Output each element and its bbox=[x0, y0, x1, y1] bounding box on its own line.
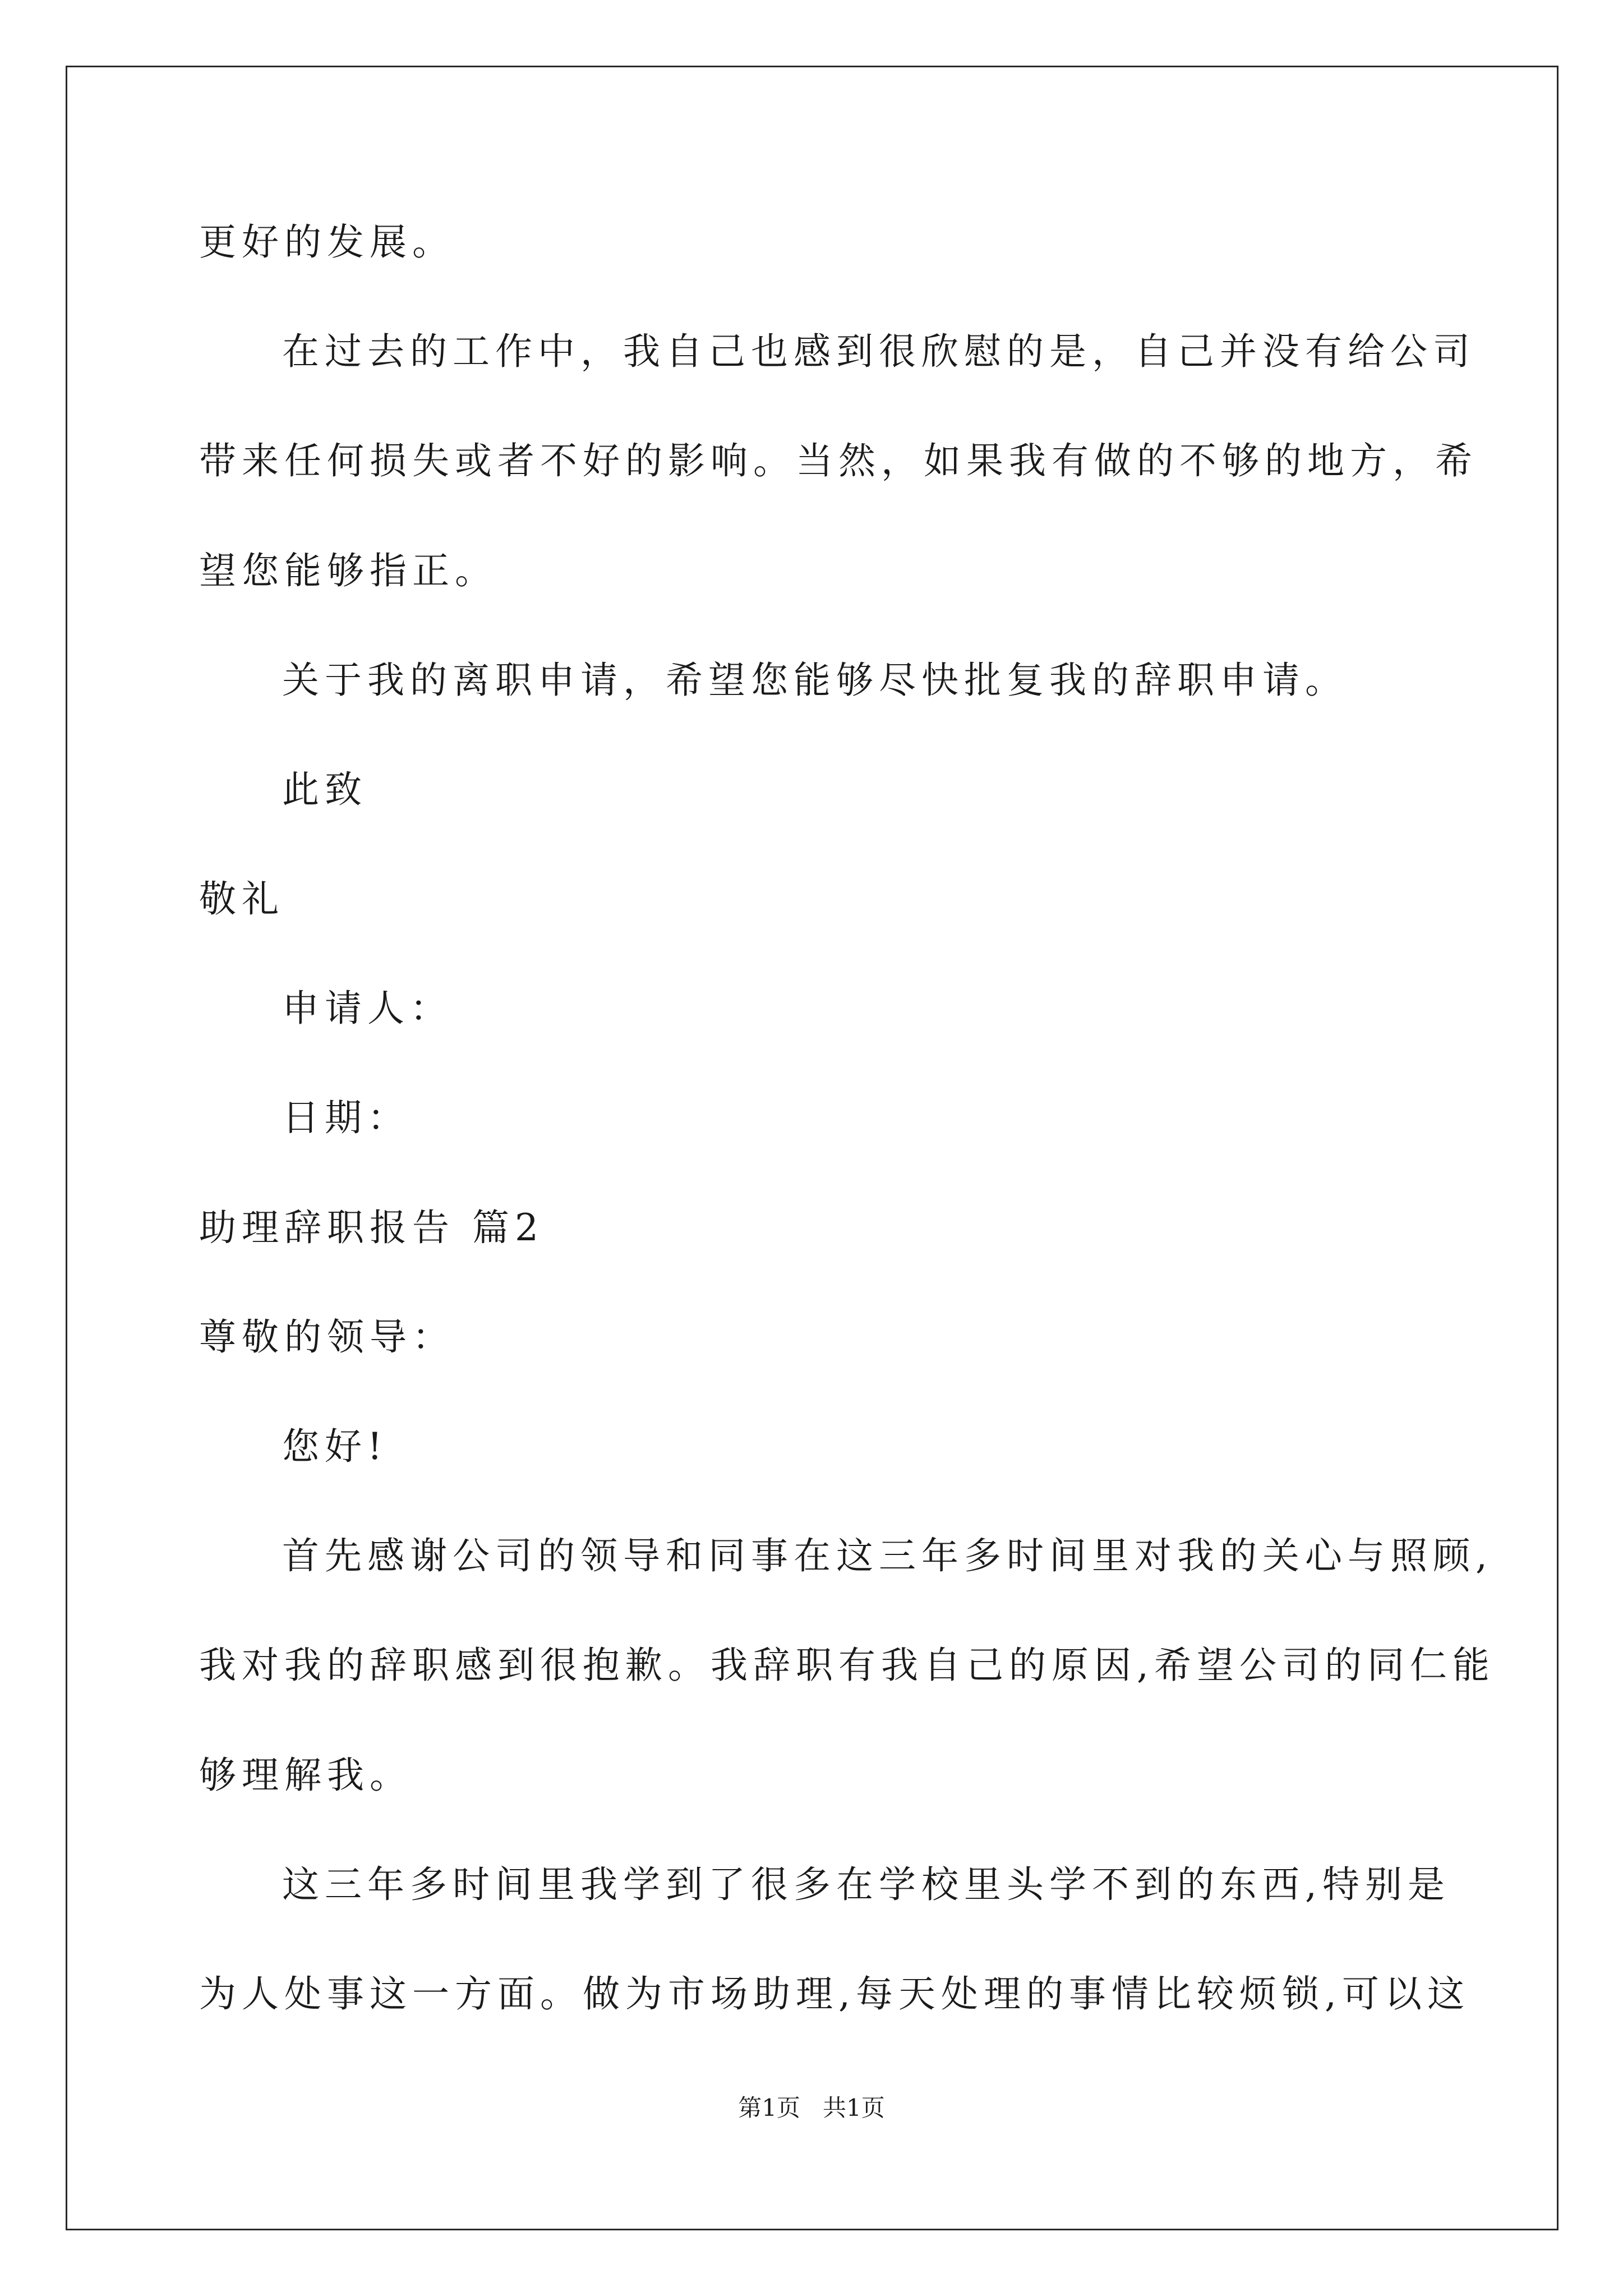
body-line: 望您能够指正。 bbox=[199, 549, 497, 592]
body-line: 关于我的离职申请，希望您能够尽快批复我的辞职申请。 bbox=[282, 659, 1348, 702]
closing-salute: 敬礼 bbox=[199, 877, 284, 921]
body-line: 这三年多时间里我学到了很多在学校里头学不到的东西,特别是 bbox=[282, 1863, 1450, 1906]
body-line: 我对我的辞职感到很抱歉。我辞职有我自己的原因,希望公司的同仁能 bbox=[199, 1644, 1495, 1687]
applicant-label: 申请人： bbox=[282, 987, 453, 1030]
section-heading: 助理辞职报告 篇2 bbox=[199, 1206, 544, 1249]
body-line: 在过去的工作中，我自己也感到很欣慰的是，自己并没有给公司 bbox=[282, 330, 1476, 373]
date-label: 日期： bbox=[282, 1096, 410, 1139]
body-line: 够理解我。 bbox=[199, 1754, 412, 1797]
body-line: 首先感谢公司的领导和同事在这三年多时间里对我的关心与照顾, bbox=[282, 1534, 1493, 1577]
salutation: 尊敬的领导： bbox=[199, 1315, 455, 1359]
page-number: 第1页 共1页 bbox=[738, 2094, 885, 2122]
body-line: 为人处事这一方面。做为市场助理,每天处理的事情比较烦锁,可以这 bbox=[199, 1972, 1470, 2016]
body-line: 更好的发展。 bbox=[199, 220, 455, 264]
body-line: 带来任何损失或者不好的影响。当然，如果我有做的不够的地方，希 bbox=[199, 439, 1478, 482]
greeting: 您好! bbox=[282, 1425, 388, 1468]
closing-phrase: 此致 bbox=[282, 768, 367, 811]
